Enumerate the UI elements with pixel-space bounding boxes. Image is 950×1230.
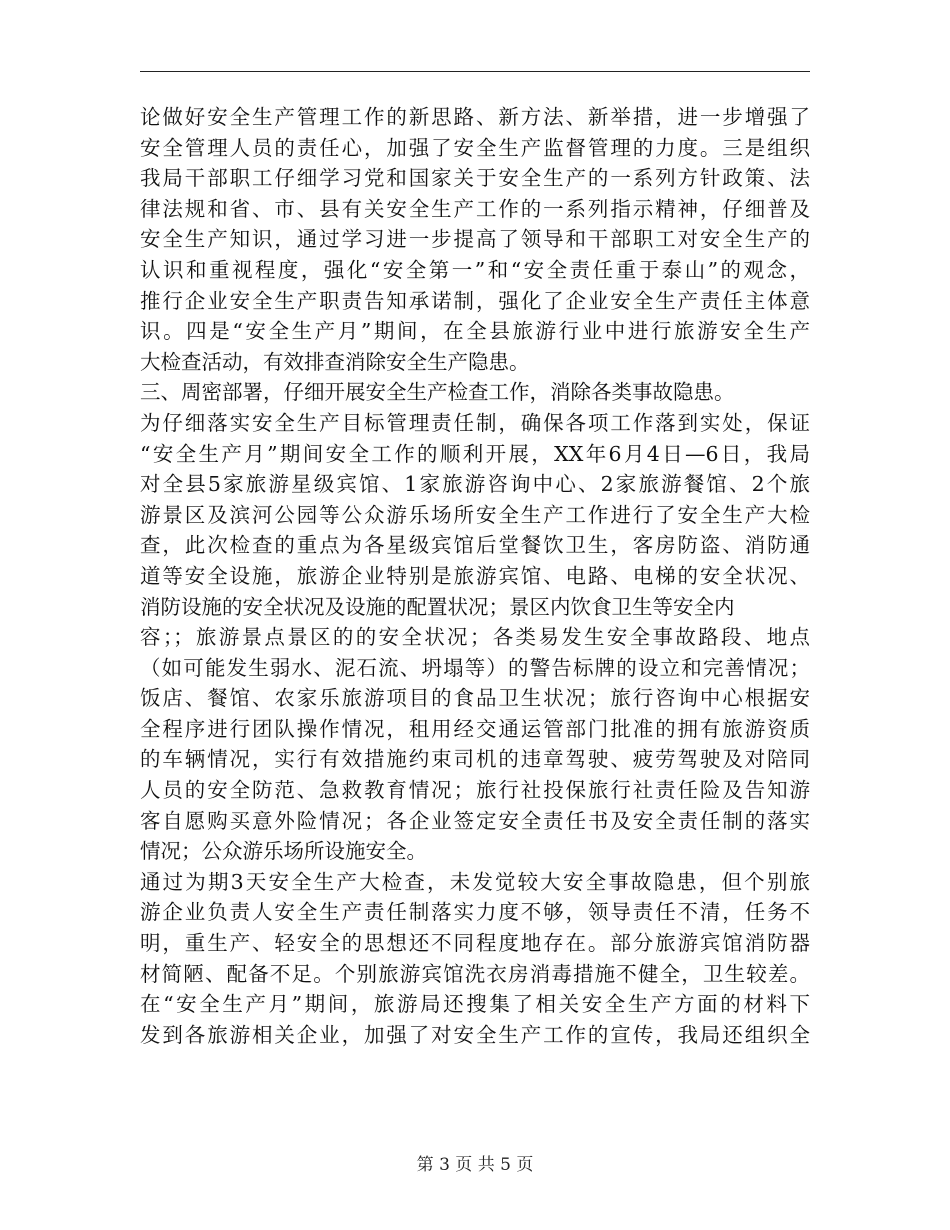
text-line: 材简陋、配备不足。个别旅游宾馆洗衣房消毒措施不健全，卫生较差。 [140, 961, 810, 986]
text-line: 客自愿购买意外险情况；各企业签定安全责任书及安全责任制的落实 [140, 808, 810, 833]
text-line: 安全管理人员的责任心，加强了安全生产监督管理的力度。三是组织 [140, 135, 810, 160]
text-line: 律法规和省、市、县有关安全生产工作的一系列指示精神，仔细普及 [140, 196, 810, 221]
text-line: 发到各旅游相关企业，加强了对安全生产工作的宣传，我局还组织全 [140, 1022, 810, 1047]
text-line: 道等安全设施，旅游企业特别是旅游宾馆、电路、电梯的安全状况、 [140, 563, 810, 588]
text-line: 人员的安全防范、急救教育情况；旅行社投保旅行社责任险及告知游 [140, 778, 810, 803]
text-line: 对全县5家旅游星级宾馆、1家旅游咨询中心、2家旅游餐馆、2个旅 [140, 472, 810, 497]
text-line: 论做好安全生产管理工作的新思路、新方法、新举措，进一步增强了 [140, 105, 810, 129]
text-line: 明，重生产、轻安全的思想还不同程度地存在。部分旅游宾馆消防器 [140, 931, 810, 956]
text-line: 情况；公众游乐场所设施安全。 [140, 839, 427, 864]
text-line: 为仔细落实安全生产目标管理责任制，确保各项工作落到实处，保证 [140, 410, 810, 435]
text-line: 认识和重视程度，强化“安全第一”和“安全责任重于泰山”的观念， [140, 257, 810, 282]
text-line: “安全生产月”期间安全工作的顺利开展，XX年6月4日—6日，我局 [140, 441, 810, 466]
document-body [140, 102, 810, 1050]
text-line: 的车辆情况，实行有效措施约束司机的违章驾驶、疲劳驾驶及对陪同 [140, 747, 810, 772]
page-number: 第 3 页 共 5 页 [416, 1155, 534, 1175]
text-line: 推行企业安全生产职责告知承诺制，强化了企业安全生产责任主体意 [140, 288, 810, 313]
text-line: 容；；旅游景点景区的的安全状况；各类易发生安全事故路段、地点 [140, 625, 810, 650]
text-line: 游企业负责人安全生产责任制落实力度不够，领导责任不清，任务不 [140, 900, 810, 925]
text-line: 饭店、餐馆、农家乐旅游项目的食品卫生状况；旅行咨询中心根据安 [140, 686, 810, 711]
text-line: 通过为期3天安全生产大检查，未发觉较大安全事故隐患，但个别旅 [140, 869, 810, 894]
text-line: 全程序进行团队操作情况，租用经交通运管部门批准的拥有旅游资质 [140, 716, 810, 741]
text-line: 查，此次检查的重点为各星级宾馆后堂餐饮卫生，客房防盗、消防通 [140, 533, 810, 558]
text-line: （如可能发生弱水、泥石流、坍塌等）的警告标牌的设立和完善情况； [140, 655, 810, 680]
text-line: 识。四是“安全生产月”期间，在全县旅游行业中进行旅游安全生产 [140, 319, 810, 344]
header-rule [140, 71, 810, 72]
text-line: 我局干部职工仔细学习党和国家关于安全生产的一系列方针政策、法 [140, 166, 810, 191]
text-line: 游景区及滨河公园等公众游乐场所安全生产工作进行了安全生产大检 [140, 502, 810, 527]
section-heading: 三、周密部署，仔细开展安全生产检查工作，消除各类事故隐患。 [140, 380, 735, 405]
text-line: 大检查活动，有效排查消除安全生产隐患。 [140, 349, 530, 374]
text-line: 安全生产知识，通过学习进一步提高了领导和干部职工对安全生产的 [140, 227, 810, 252]
text-line: 在“安全生产月”期间，旅游局还搜集了相关安全生产方面的材料下 [140, 992, 810, 1017]
text-line: 消防设施的安全状况及设施的配置状况；景区内饮食卫生等安全内 [140, 594, 735, 619]
